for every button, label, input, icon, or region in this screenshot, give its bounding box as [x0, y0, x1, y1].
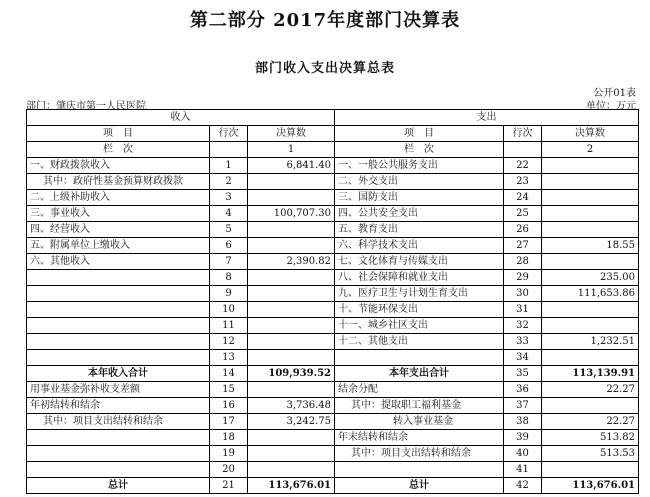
expense-item: 三、国防支出 — [335, 190, 504, 206]
income-item — [27, 462, 210, 478]
unit-label: 单位：万元 — [586, 101, 636, 112]
income-amount — [248, 286, 335, 302]
expense-amount — [542, 190, 639, 206]
expense-line-no: 22 — [504, 158, 542, 174]
income-item — [27, 286, 210, 302]
income-item — [27, 350, 210, 366]
expense-item: 其中：提取职工福利基金 — [335, 398, 504, 414]
expense-amount — [542, 302, 639, 318]
income-item: 五、附属单位上缴收入 — [27, 238, 210, 254]
expense-amount — [542, 254, 639, 270]
table-row — [27, 270, 639, 286]
income-line-no: 14 — [210, 366, 248, 382]
expense-item: 八、社会保障和就业支出 — [335, 270, 504, 286]
expense-line-no: 30 — [504, 286, 542, 302]
income-line-no: 16 — [210, 398, 248, 414]
expense-amount — [542, 318, 639, 334]
expense-item: 十一、城乡社区支出 — [335, 318, 504, 334]
table-row — [27, 318, 639, 334]
expense-line-no: 31 — [504, 302, 542, 318]
income-line-no: 5 — [210, 222, 248, 238]
expense-header: 支出 — [335, 110, 639, 126]
expense-item: 本年支出合计 — [335, 366, 504, 382]
income-line-no: 9 — [210, 286, 248, 302]
expense-item: 其中：项目支出结转和结余 — [335, 446, 504, 462]
income-amount — [248, 462, 335, 478]
income-amount — [248, 190, 335, 206]
expense-line-no: 29 — [504, 270, 542, 286]
table-title: 部门收入支出决算总表 — [254, 61, 395, 76]
income-item: 三、事业收入 — [27, 206, 210, 222]
department-label: 部门：肇庆市第一人民医院 — [26, 101, 146, 112]
income-amount: 109,939.52 — [248, 366, 335, 382]
income-line-no: 19 — [210, 446, 248, 462]
table-row — [27, 350, 639, 366]
income-line-no: 4 — [210, 206, 248, 222]
income-item: 六、其他收入 — [27, 254, 210, 270]
expense-line-no: 24 — [504, 190, 542, 206]
expense-item: 结余分配 — [335, 382, 504, 398]
expense-amount — [542, 222, 639, 238]
income-item — [27, 270, 210, 286]
expense-line-no: 23 — [504, 174, 542, 190]
income-line-no: 2 — [210, 174, 248, 190]
income-item: 本年收入合计 — [27, 366, 210, 382]
table-row — [27, 446, 639, 462]
expense-item: 四、公共安全支出 — [335, 206, 504, 222]
table-row — [27, 206, 639, 222]
col-header-line: 行次 — [504, 126, 542, 142]
income-amount — [248, 334, 335, 350]
expense-line-no: 41 — [504, 462, 542, 478]
income-amount — [248, 350, 335, 366]
expense-item: 一、一般公共服务支出 — [335, 158, 504, 174]
form-number: 公开01表 — [593, 88, 636, 99]
income-item — [27, 302, 210, 318]
income-line-no: 7 — [210, 254, 248, 270]
expense-item: 七、文化体育与传媒支出 — [335, 254, 504, 270]
income-line-no: 15 — [210, 382, 248, 398]
income-line-no: 6 — [210, 238, 248, 254]
expense-line-no: 40 — [504, 446, 542, 462]
income-amount: 100,707.30 — [248, 206, 335, 222]
table-row — [27, 190, 639, 206]
expense-line-no: 26 — [504, 222, 542, 238]
col-index-line — [210, 142, 248, 158]
income-amount: 3,242.75 — [248, 414, 335, 430]
income-item: 一、财政拨款收入 — [27, 158, 210, 174]
table-row — [27, 382, 639, 398]
table-row — [27, 254, 639, 270]
income-amount — [248, 430, 335, 446]
col-header-item: 项 目 — [335, 126, 504, 142]
expense-amount: 113,676.01 — [542, 478, 639, 494]
income-item: 其中：项目支出结转和结余 — [27, 414, 210, 430]
expense-item — [335, 350, 504, 366]
table-row — [27, 302, 639, 318]
expense-line-no: 36 — [504, 382, 542, 398]
table-row — [27, 462, 639, 478]
expense-line-no: 42 — [504, 478, 542, 494]
expense-item: 六、科学技术支出 — [335, 238, 504, 254]
table-row — [27, 158, 639, 174]
income-line-no: 10 — [210, 302, 248, 318]
col-header-amount: 决算数 — [542, 126, 639, 142]
expense-amount: 113,139.91 — [542, 366, 639, 382]
expense-line-no: 32 — [504, 318, 542, 334]
expense-line-no: 33 — [504, 334, 542, 350]
col-index-1: 1 — [248, 142, 335, 158]
income-item: 年初结转和结余 — [27, 398, 210, 414]
expense-item — [335, 462, 504, 478]
income-item: 二、上级补助收入 — [27, 190, 210, 206]
income-amount — [248, 222, 335, 238]
table-row — [27, 430, 639, 446]
table-row — [27, 286, 639, 302]
col-header-line: 行次 — [210, 126, 248, 142]
table-row — [27, 238, 639, 254]
table-row — [27, 478, 639, 494]
expense-line-no: 37 — [504, 398, 542, 414]
table-row — [27, 366, 639, 382]
col-index-label: 栏 次 — [335, 142, 504, 158]
income-item — [27, 318, 210, 334]
expense-amount: 513.53 — [542, 446, 639, 462]
expense-item: 转入事业基金 — [335, 414, 504, 430]
table-row — [27, 334, 639, 350]
expense-amount: 22.27 — [542, 414, 639, 430]
income-amount — [248, 382, 335, 398]
income-line-no: 17 — [210, 414, 248, 430]
table-row — [27, 222, 639, 238]
col-index-line — [504, 142, 542, 158]
income-amount — [248, 174, 335, 190]
income-line-no: 18 — [210, 430, 248, 446]
budget-table — [26, 109, 639, 494]
income-line-no: 21 — [210, 478, 248, 494]
expense-item: 年末结转和结余 — [335, 430, 504, 446]
income-amount — [248, 302, 335, 318]
expense-amount: 1,232.51 — [542, 334, 639, 350]
expense-line-no: 35 — [504, 366, 542, 382]
income-amount: 6,841.40 — [248, 158, 335, 174]
income-amount — [248, 446, 335, 462]
income-line-no: 8 — [210, 270, 248, 286]
expense-amount — [542, 158, 639, 174]
col-index-2: 2 — [542, 142, 639, 158]
col-index-label: 栏 次 — [27, 142, 210, 158]
expense-line-no: 39 — [504, 430, 542, 446]
expense-amount: 22.27 — [542, 382, 639, 398]
income-amount — [248, 270, 335, 286]
expense-amount: 235.00 — [542, 270, 639, 286]
expense-item: 十、节能环保支出 — [335, 302, 504, 318]
expense-line-no: 38 — [504, 414, 542, 430]
income-header: 收入 — [27, 110, 335, 126]
expense-item: 总计 — [335, 478, 504, 494]
expense-item: 五、教育支出 — [335, 222, 504, 238]
expense-line-no: 25 — [504, 206, 542, 222]
expense-amount — [542, 462, 639, 478]
expense-amount — [542, 350, 639, 366]
income-item — [27, 446, 210, 462]
income-amount: 2,390.82 — [248, 254, 335, 270]
expense-line-no: 34 — [504, 350, 542, 366]
income-amount — [248, 238, 335, 254]
expense-amount — [542, 174, 639, 190]
income-item: 总计 — [27, 478, 210, 494]
expense-amount: 513.82 — [542, 430, 639, 446]
income-amount: 113,676.01 — [248, 478, 335, 494]
income-item: 四、经营收入 — [27, 222, 210, 238]
expense-item: 二、外交支出 — [335, 174, 504, 190]
table-row — [27, 398, 639, 414]
expense-amount: 18.55 — [542, 238, 639, 254]
expense-amount: 111,653.86 — [542, 286, 639, 302]
expense-item: 九、医疗卫生与计划生育支出 — [335, 286, 504, 302]
expense-item: 十二、其他支出 — [335, 334, 504, 350]
page-title: 第二部分 2017年度部门决算表 — [189, 10, 461, 31]
table-row — [27, 414, 639, 430]
expense-amount — [542, 206, 639, 222]
table-row — [27, 174, 639, 190]
income-line-no: 1 — [210, 158, 248, 174]
expense-line-no: 27 — [504, 238, 542, 254]
income-line-no: 3 — [210, 190, 248, 206]
expense-line-no: 28 — [504, 254, 542, 270]
income-amount — [248, 318, 335, 334]
income-amount: 3,736.48 — [248, 398, 335, 414]
expense-amount — [542, 398, 639, 414]
income-item: 其中：政府性基金预算财政拨款 — [27, 174, 210, 190]
income-item — [27, 430, 210, 446]
income-line-no: 11 — [210, 318, 248, 334]
income-item — [27, 334, 210, 350]
income-line-no: 13 — [210, 350, 248, 366]
income-line-no: 20 — [210, 462, 248, 478]
income-item: 用事业基金弥补收支差额 — [27, 382, 210, 398]
col-header-item: 项 目 — [27, 126, 210, 142]
income-line-no: 12 — [210, 334, 248, 350]
col-header-amount: 决算数 — [248, 126, 335, 142]
